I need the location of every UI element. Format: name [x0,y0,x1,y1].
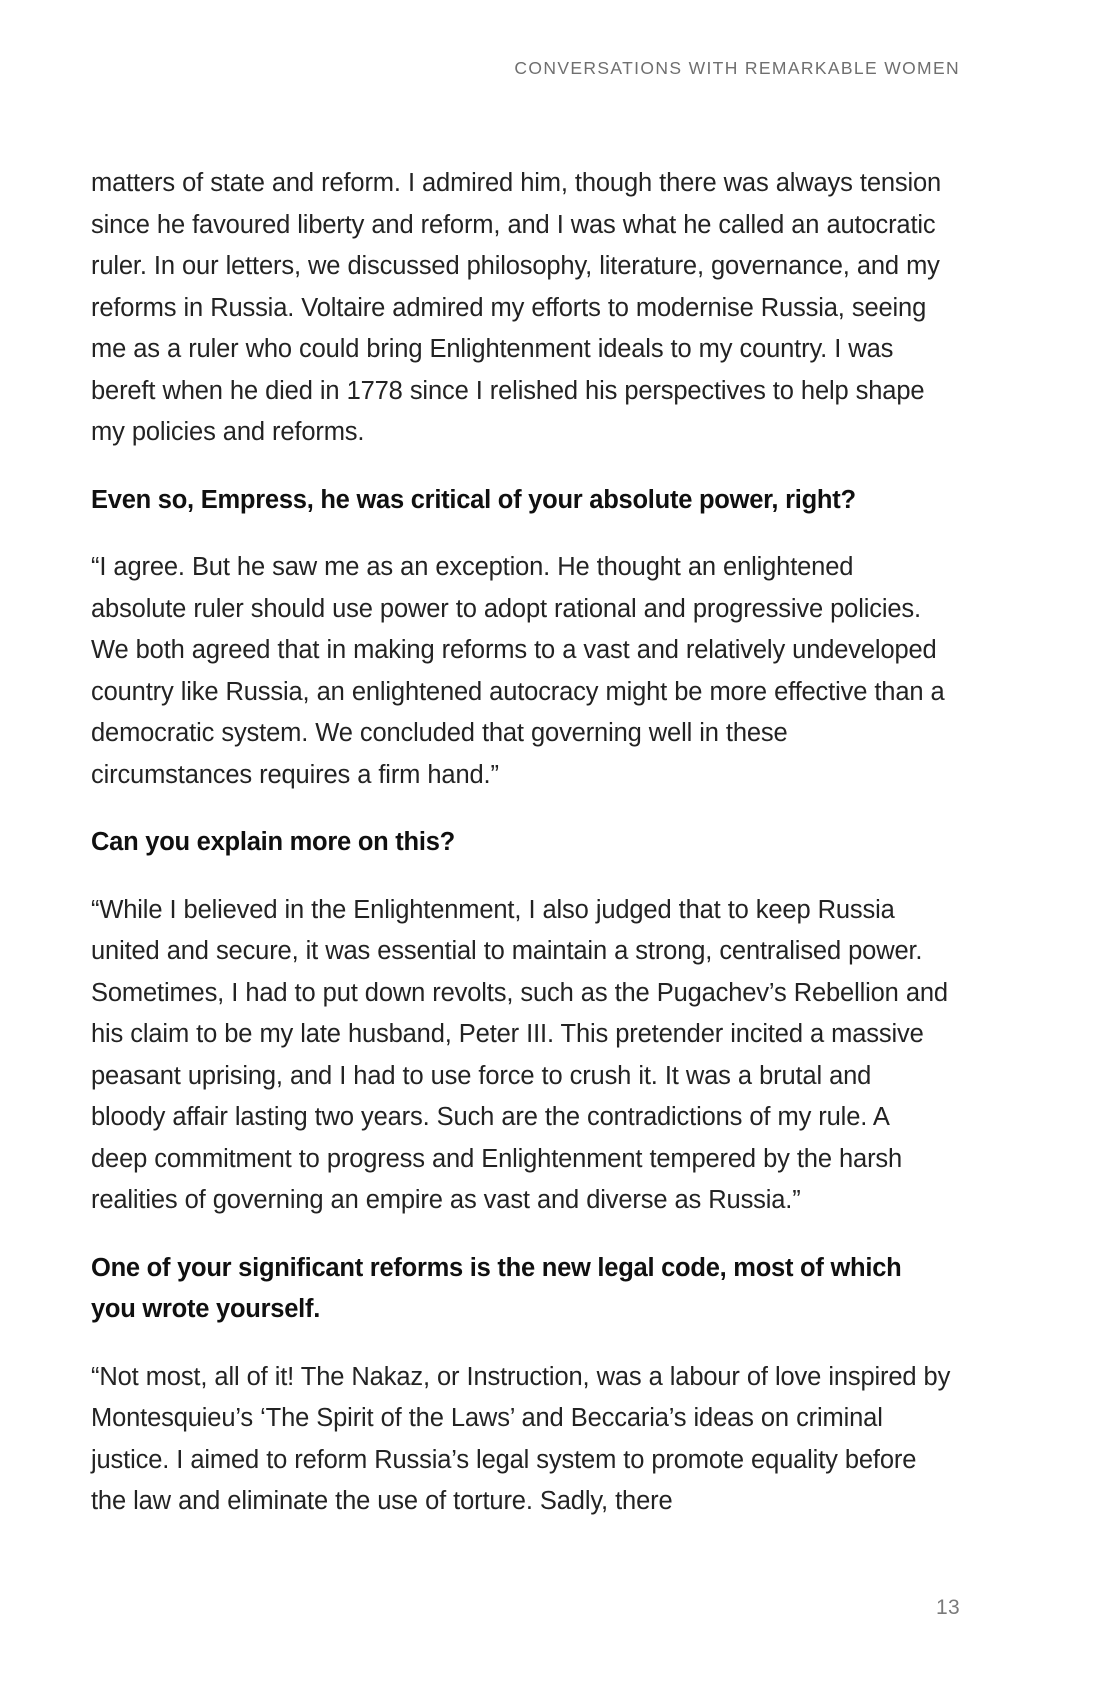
running-header-title: CONVERSATIONS WITH REMARKABLE WOMEN [514,58,960,78]
interview-question: Even so, Empress, he was critical of your absolute power, right? [91,485,856,514]
interview-question: One of your significant reforms is the new legal code, most of which you wrote yourself. [91,1253,902,1323]
interview-question: Can you explain more on this? [91,828,455,856]
body-paragraph: “I agree. But he saw me as an exception. He thought an enlightened absolute ruler should use power to adopt rational and progressive policies. We both agreed that in making reforms to a vast and relatively undeveloped country like Russia, an enlightened autocracy might be more effective than a democratic system. We concluded that governing well in these circumstances requires a firm hand.” [91,553,945,789]
page-body-content [91,163,951,1549]
body-paragraph: “While I believed in the Enlightenment, I also judged that to keep Russia united and secure, it was essential to maintain a strong, centralised power. Sometimes, I had to put down revolts, such as the Pugachev’s Rebellion and his claim to be my late husband, Peter III. This pretender incited a massive peasant uprising, and I had to use force to crush it. It was a brutal and bloody affair lasting two years. Such are the contradictions of my rule. A deep commitment to progress and Enlightenment tempered by the harsh realities of governing an empire as vast and diverse as Russia.” [91,895,948,1214]
page-number: 13 [936,1596,960,1619]
body-paragraph: “Not most, all of it! The Nakaz, or Instruction, was a labour of love inspired by Montesquieu’s ‘The Spirit of the Laws’ and Beccaria’s ideas on criminal justice. I aimed to reform Russia’s legal system to promote equality before the law and eliminate the use of torture. Sadly, there [91,1362,951,1515]
body-paragraph: matters of state and reform. I admired him, though there was always tension since he favoured liberty and reform, and I was what he called an autocratic ruler. In our letters, we discussed philosophy, literature, governance, and my reforms in Russia. Voltaire admired my efforts to modernise Russia, seeing me as a ruler who could bring Enlightenment ideals to my country. I was bereft when he died in 1778 since I relished his perspectives to help shape my policies and reforms. [91,169,942,446]
